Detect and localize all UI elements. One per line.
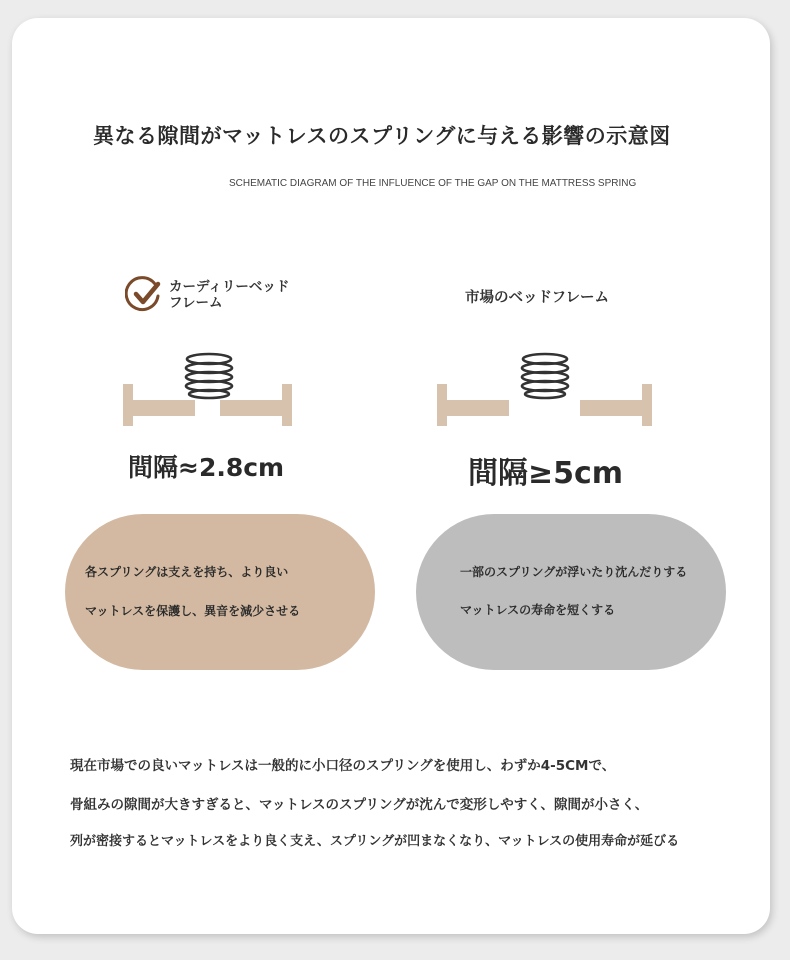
page-subtitle: SCHEMATIC DIAGRAM OF THE INFLUENCE OF THE GAP ON THE MATTRESS SPRING bbox=[229, 178, 637, 189]
benefit-line-1: 各スプリングは支えを持ち、より良い bbox=[85, 565, 289, 579]
spring-coil bbox=[186, 354, 232, 398]
benefit-line-2: マットレスを保護し、異音を減少させる bbox=[85, 604, 301, 618]
narrow-gap-value: 間隔≈2.8cm bbox=[128, 453, 285, 482]
drawback-line-1: 一部のスプリングが浮いたり沈んだりする bbox=[460, 565, 688, 579]
spring-coil bbox=[522, 354, 568, 398]
drawback-line-2: マットレスの寿命を短くする bbox=[460, 603, 616, 617]
note-line-1: 現在市場での良いマットレスは一般的に小口径のスプリングを使用し、わずか4-5CMで、 bbox=[70, 758, 616, 774]
drawback-pill bbox=[416, 514, 726, 670]
note-line-2: 骨組みの隙間が大きすぎると、マットレスのスプリングが沈んで変形しやすく、隙間が小さく、 bbox=[70, 797, 649, 813]
brand-frame-label-line1: カーディリーベッド bbox=[169, 279, 290, 295]
narrow-gap-diagram bbox=[120, 348, 295, 430]
brand-frame-label bbox=[169, 279, 289, 311]
wide-gap-diagram bbox=[435, 348, 655, 430]
wide-gap-value: 間隔≥5cm bbox=[468, 456, 624, 491]
page-title: 異なる隙間がマットレスのスプリングに与える影響の示意図 bbox=[93, 124, 671, 148]
brand-frame-label-line2: フレーム bbox=[169, 295, 223, 311]
note-line-3: 列が密接するとマットレスをより良く支え、スプリングが凹まなくなり、マットレスの使用寿命が延びる bbox=[70, 834, 680, 849]
market-frame-label: 市場のベッドフレーム bbox=[465, 290, 609, 306]
checkmark-circle-icon bbox=[125, 276, 163, 314]
benefit-pill bbox=[65, 514, 375, 670]
